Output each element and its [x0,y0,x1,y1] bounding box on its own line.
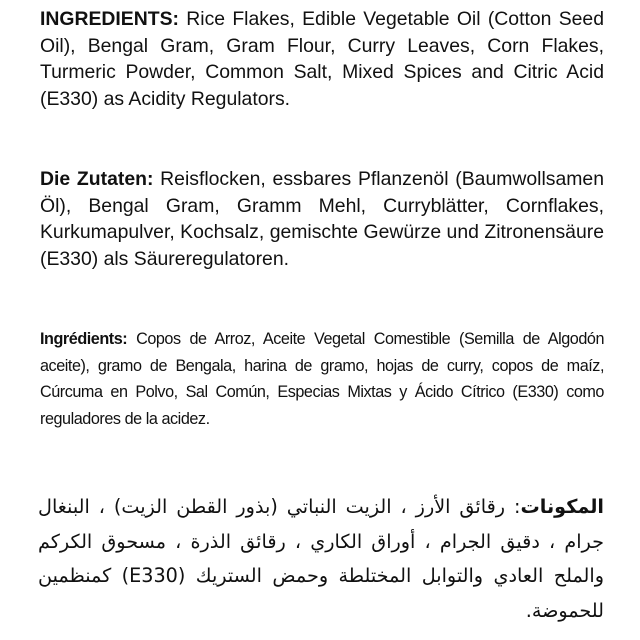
ingredients-german-text: Reisflocken, essbares Pflanzenöl (Baumwollsamen Öl), Bengal Gram, Gramm Mehl, Curryblätter, Cornflakes, Kurkumapulver, Kochsalz, gemischte Gewürze und Zitronensäure (E330) als Säureregulatoren. [40,168,604,270]
ingredients-spanish-label: Ingrédients: [40,330,128,348]
ingredients-arabic-text: : رقائق الأرز ، الزيت النباتي (بذور القطن الزيت) ، البنغال جرام ، دقيق الجرام ، أوراق الكاري ، رقائق الذرة ، مسحوق الكركم والملح العادي والتوابل المختلطة وحمض الستريك (E330) كمنظمين للحموضة. [38,495,604,622]
ingredients-german-label: Die Zutaten: [40,168,154,190]
ingredients-english [40,6,604,112]
ingredients-spanish-text: Copos de Arroz, Aceite Vegetal Comestible (Semilla de Algodón aceite), gramo de Bengala, harina de gramo, hojas de curry, copos de maíz, Cúrcuma en Polvo, Sal Común, Especias Mixtas y Ácido Cítrico (E330) como reguladores de la acidez. [40,330,604,428]
ingredients-english-text: Rice Flakes, Edible Vegetable Oil (Cotton Seed Oil), Bengal Gram, Gram Flour, Curry Leaves, Corn Flakes, Turmeric Powder, Common Salt, Mixed Spices and Citric Acid (E330) as Acidity Regulators. [40,8,604,110]
ingredients-arabic [38,490,604,628]
ingredients-german [40,166,604,272]
ingredients-spanish [40,326,604,432]
ingredients-english-label: INGREDIENTS: [40,8,179,30]
ingredients-arabic-label: المكونات [520,495,604,518]
